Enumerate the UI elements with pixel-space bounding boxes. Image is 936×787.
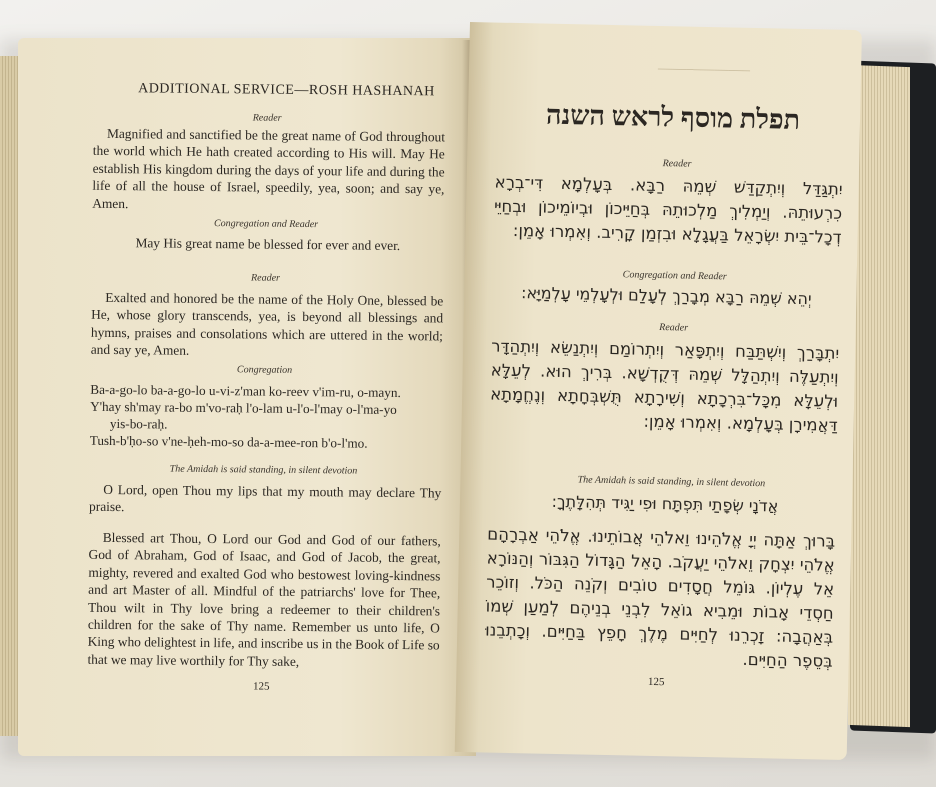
hebrew-kaddish-paragraph-2: יִתְבָּרַךְ וְיִשְׁתַּבַּח וְיִתְפָּאַר וְיִתְרוֹמַם וְיִתְנַשֵּׂא וְיִתְהַדָּר וְיִתְעַלֶּה וְיִתְהַלָּל שְׁמֵהּ דְּקֻדְשָׁא. בְּרִיךְ הוּא. לְעֵלָּא וּלְעֵלָּא מִכָּל־בִּרְכָתָא וְשִׁירָתָא תֻּשְׁבְּחָתָא וְנֶחֱמָתָא דַּאֲמִירָן בְּעָלְמָא. וְאִמְרוּ אָמֵן: [490, 336, 840, 435]
rubric-reader: Reader [659, 322, 689, 334]
transliteration-line: Tush-b'ḥo-so v'ne-ḥeh-mo-so da-a-mee-ron b'o-l'mo. [89, 432, 368, 451]
right-page [455, 22, 862, 760]
hebrew-page-title: תפלת מוסף לראש השנה [545, 99, 801, 135]
rubric-reader: Reader [250, 272, 280, 284]
rubric-reader: Reader [252, 112, 282, 124]
page-number: 125 [647, 675, 665, 689]
response-line: May His great name be blessed for ever and ever. [135, 235, 401, 254]
rubric-amidah: The Amidah is said standing, in silent devotion [577, 474, 766, 490]
amidah-paragraph: Blessed art Thou, O Lord our God and God of our fathers, God of Abraham, God of Isaac, and God of Jacob, the great, mighty, revered and exalted God who bestowest loving-kindness and art Master of all. Mindful of the patriarchs' love for Thee, Thou wilt in Thy love bring a redeemer to their children's children for the sake of Thy name. Remember us unto life, O King who delightest in life, and inscribe us in the Book of Life so that we may live worthily for Thy sake, [87, 529, 441, 669]
rubric-reader: Reader [662, 158, 692, 170]
hebrew-amidah-opening: אֲדֹנָי שְׂפָתַי תִּפְתָּח וּפִי יַגִּיד תְּהִלָּתֶךָ: [551, 491, 779, 516]
page-number: 125 [252, 680, 270, 693]
transliteration-line: yis-bo-raḥ. [109, 415, 168, 432]
kaddish-paragraph-2: Exalted and honored be the name of the Holy One, blessed be He, whose glory transcends, yea, is beyond all blessings and hymns, praises and consolations which are uttered in the world; and say ye, Amen. [90, 289, 444, 359]
kaddish-paragraph-1: Magnified and sanctified be the great name of God throughout the world which He hath created according to His will. May He establish His kingdom during the days of your life and during the life of all the house of Israel, speedily, yea, soon; and say ye, Amen. [92, 125, 446, 211]
rubric-congregation: Congregation [236, 364, 293, 376]
rubric-amidah: The Amidah is said standing, in silent devotion [169, 463, 358, 477]
hebrew-response-line: יְהֵא שְׁמֵהּ רַבָּא מְבָרַךְ לְעָלַם וּלְעָלְמֵי עָלְמַיָּא: [520, 283, 812, 309]
left-page [18, 38, 476, 756]
hebrew-amidah-paragraph: בָּרוּךְ אַתָּה יְיָ אֱלֹהֵינוּ וֵאלֹהֵי אֲבוֹתֵינוּ. אֱלֹהֵי אַבְרָהָם אֱלֹהֵי יִצְחָק וֵאלֹהֵי יַעֲקֹב. הָאֵל הַגָּדוֹל הַגִּבּוֹר וְהַנּוֹרָא אֵל עֶלְיוֹן. גּוֹמֵל חֲסָדִים טוֹבִים וְקֹנֵה הַכֹּל. וְזוֹכֵר חַסְדֵי אָבוֹת וּמֵבִיא גוֹאֵל לִבְנֵי בְנֵיהֶם לְמַעַן שְׁמוֹ בְּאַהֲבָה: זָכְרֵנוּ לְחַיִּים מֶלֶךְ חָפֵץ בַּחַיִּים. וְכָתְבֵנוּ בְּסֵפֶר הַחַיִּים. [485, 524, 836, 671]
transliteration-line: Y'hay sh'may ra-bo m'vo-raḥ l'o-lam u-l'o-l'may o-l'ma-yo [90, 398, 397, 417]
running-head: ADDITIONAL SERVICE—ROSH HASHANAH [138, 81, 435, 100]
faint-running-head: ───────────── [657, 63, 751, 77]
rubric-congregation-reader: Congregation and Reader [213, 218, 319, 231]
transliteration-line: Ba-a-go-lo ba-a-go-lo u-vi-z'man ko-reev v'im-ru, o-mayn. [90, 381, 401, 401]
amidah-opening: O Lord, open Thou my lips that my mouth may declare Thy praise. [89, 481, 442, 515]
hebrew-kaddish-paragraph-1: יִתְגַּדַּל וְיִתְקַדַּשׁ שְׁמֵהּ רַבָּא. בְּעָלְמָא דִּי־בְרָא כִרְעוּתֵהּ. וְיַמְלִיךְ מַלְכוּתֵהּ בְּחַיֵּיכוֹן וּבְיוֹמֵיכוֹן וּבְחַיֵּי דְכָל־בֵּית יִשְׂרָאֵל בַּעֲגָלָא וּבִזְמַן קָרִיב. וְאִמְרוּ אָמֵן: [493, 172, 843, 247]
rubric-congregation-reader: Congregation and Reader [622, 269, 727, 283]
